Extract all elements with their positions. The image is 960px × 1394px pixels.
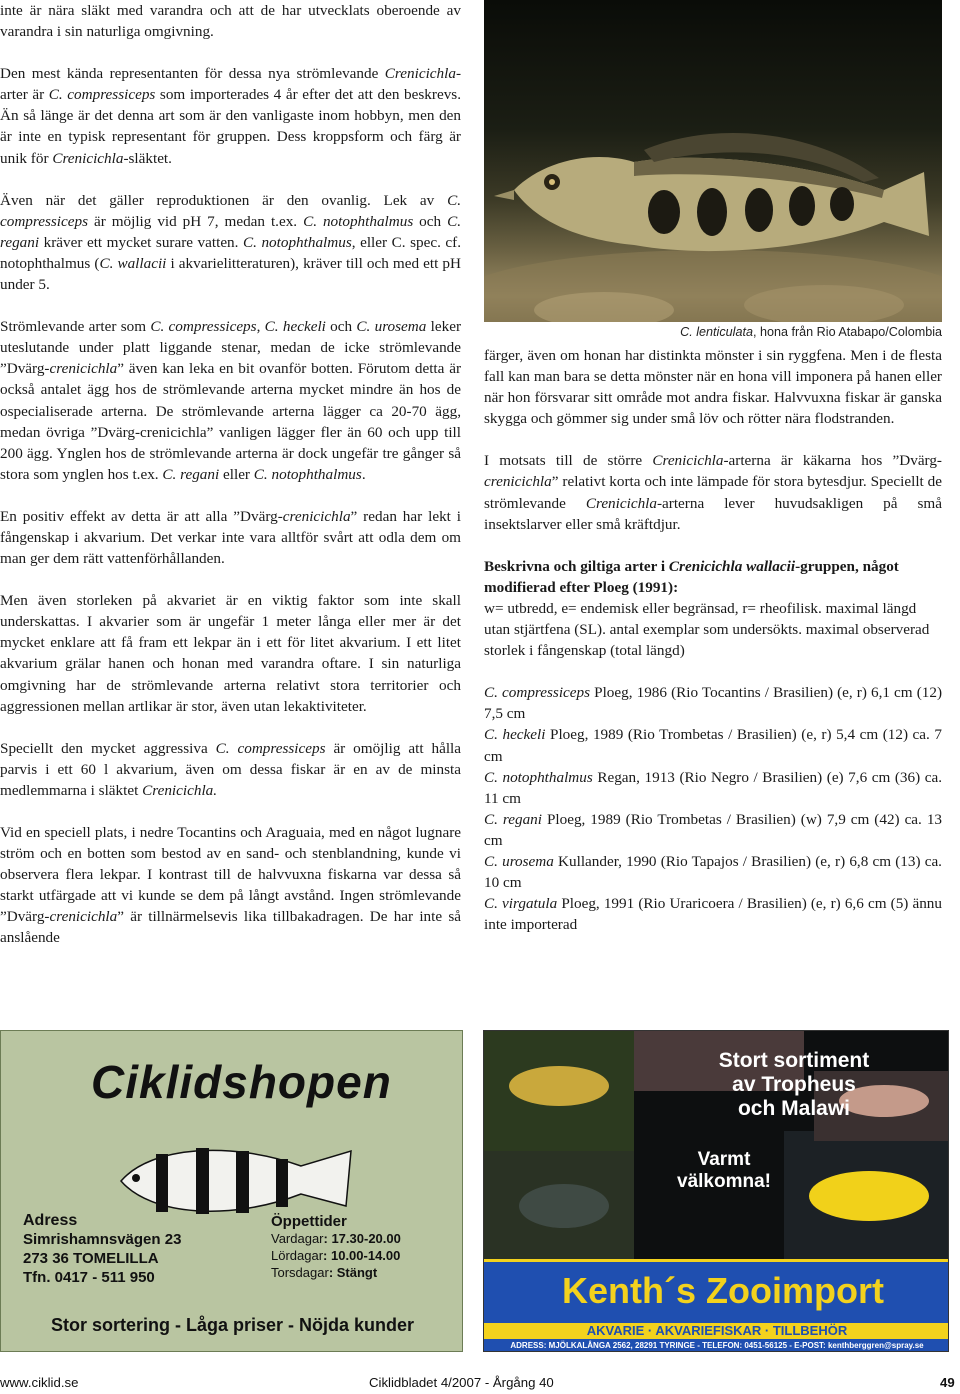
- left-article-column: [0, 0, 461, 970]
- species-entry: C. virgatula Ploeg, 1991 (Rio Uraricoera / Brasilien) (e, r) 6,6 cm (5) ännu inte importerad: [484, 895, 942, 934]
- ad-tagline: AKVARIE · AKVARIEFISKAR · TILLBEHÖR: [484, 1323, 949, 1339]
- ad-welcome: [664, 1149, 784, 1193]
- address-line: Simrishamnsvägen 23: [23, 1231, 182, 1248]
- species-table-intro: Beskrivna och giltiga arter i Crenicichla wallacii-gruppen, något modifierad efter Ploeg (1991): w= utbredd, e= endemisk eller begränsad, r= rheofilisk. maximal längd utan stjärtfena (SL). antal exemplar som undersökts. maximal observerad storlek i fångenskap (total längd): [484, 557, 930, 660]
- ad-brand-name: Kenth´s Zooimport: [562, 1270, 884, 1311]
- ciklidshopen-ad[interactable]: [0, 1030, 463, 1352]
- ad-headline: [639, 1049, 949, 1121]
- opening-hours-block: [271, 1213, 401, 1281]
- paragraph: Strömlevande arter som C. compressiceps, C. heckeli och C. urosema leker uteslutande under platt liggande stenar, medan de icke strömlevande ”Dvärg-crenicichla” även kan leka en bit ovanför botten. Förutom detta är också antalet ägg hos de strömlevande arterna mycket mindre än hos de ospecialiserade arterna. De strömlevande arterna lägger ca 20-70 ägg, medan övriga ”Dvärg-crenicichla” vanligen lägger fler än 60 och upp till 200 ägg. Ynglen hos de strömlevande arterna är dock ungefär tre gånger så stora som ynglen hos t.ex. C. regani eller C. notophthalmus.: [0, 318, 461, 483]
- fish-photo: [484, 0, 942, 322]
- address-block: [23, 1211, 181, 1287]
- headline-line: och Malawi: [737, 1097, 851, 1120]
- species-entry: C. regani Ploeg, 1989 (Rio Trombetas / Brasilien) (w) 7,9 cm (42) ca. 13 cm: [484, 810, 943, 849]
- species-entry: C. compressiceps Ploeg, 1986 (Rio Tocantins / Brasilien) (e, r) 6,1 cm (12) 7,5 cm: [484, 684, 943, 723]
- paragraph: Den mest kända representanten för dessa nya strömlevande Crenicichla-arter är C. compressiceps som importerades 4 år efter det att den beskrevs. Än så länge är det denna art som är den vanligaste inom hobbyn, men den är inte en typisk representant för gruppen. Dess kroppsform och färg är unik för Crenicichla-släktet.: [0, 65, 461, 167]
- ad-contact: ADRESS: MJÖLKALÅNGA 2562, 28291 TYRINGE - TELEFON: 0451-56125 - E-POST: kenthberggren@spray.se: [484, 1339, 949, 1352]
- paragraph: inte är nära släkt med varandra och att de har utvecklats oberoende av varandra i sin naturliga omgivning.: [0, 2, 461, 41]
- hours-row: Vardagar: 17.30-20.00: [271, 1231, 401, 1246]
- page-footer: [0, 1370, 960, 1394]
- species-entry: C. heckeli Ploeg, 1989 (Rio Trombetas / Brasilien) (e, r) 5,4 cm (12) ca. 7 cm: [484, 726, 942, 765]
- welcome-line: välkomna!: [677, 1171, 771, 1192]
- footer-issue: Ciklidbladet 4/2007 - Årgång 40: [369, 1375, 554, 1390]
- hours-title: Öppettider: [271, 1213, 347, 1230]
- right-article-column: [484, 345, 942, 935]
- species-list: [484, 682, 942, 935]
- address-line: Tfn. 0417 - 511 950: [23, 1269, 155, 1286]
- paragraph: Men även storleken på akvariet är en viktig faktor som inte skall underskattas. I akvarier som är ungefär 1 meter långa eller mer är det mycket enklare att få fram ett lekpar än i ett för litet akvarium. I ett litet akvarium grälar hanen och honan med varandra oftare. I sin naturliga omgivning har de strömlevande arterna relativt stora territorier och aggressionen mellan artlikar är stor, även utan lekaktiviteter.: [0, 592, 461, 715]
- kenths-zooimport-ad[interactable]: [483, 1030, 949, 1352]
- paragraph: I motsats till de större Crenicichla-arterna är käkarna hos ”Dvärg-crenicichla” relativt korta och inte lämpade för stora bytesdjur. Speciellt de strömlevande Crenicichla-arterna lever huvudsakligen på små insektslarver eller små kräftdjur.: [484, 452, 942, 533]
- ad-brand-banner: [484, 1259, 949, 1323]
- paragraph: Även när det gäller reproduktionen är den ovanlig. Lek av C. compressiceps är möjlig vid pH 7, medan t.ex. C. notophthalmus och C. regani kräver ett mycket surare vatten. C. notophthalmus, eller C. spec. cf. notophthalmus (C. wallacii i akvarielitteraturen), kräver till och med ett pH under 5.: [0, 191, 461, 294]
- footer-website[interactable]: www.ciklid.se: [0, 1375, 79, 1390]
- paragraph: färger, även om honan har distinkta mönster i sin ryggfena. Men i de flesta fall kan man bara se detta mönster när en hona vill imponera på hanen eller när hon försvarar sitt område mot andra fiskar. Halvvuxna fiskar är ganska skygga och gömmer sig under små löv och rötter nära flodstranden.: [484, 347, 942, 428]
- paragraph: Speciellt den mycket aggressiva C. compressiceps är omöjlig att hålla parvis i ett 60 l akvarium, även om dessa fiskar är en av de minsta medlemmarna i släktet Crenicichla.: [0, 739, 461, 799]
- hours-row: Lördagar: 10.00-14.00: [271, 1248, 401, 1263]
- welcome-line: Varmt: [697, 1149, 751, 1170]
- species-entry: C. notophthalmus Regan, 1913 (Rio Negro / Brasilien) (e) 7,6 cm (36) ca. 11 cm: [484, 768, 942, 807]
- address-line: 273 36 TOMELILLA: [23, 1250, 159, 1267]
- page-number: 49: [940, 1375, 955, 1390]
- crenicichla-fish-icon: [484, 0, 942, 322]
- paragraph: Vid en speciell plats, i nedre Tocantins och Araguaia, med en något lugnare ström och en botten som bestod av en sand- och stenblandning, kunde vi observera flera lekpar. I kontrast till de halvvuxna fiskarna var dessa så starkt utfärgade att vi kunde se dem på långt avstånd. Ingen strömlevande ”Dvärg-crenicichla” är tillnärmelsevis lika tillbakadragen. De har inte så anslående: [0, 824, 461, 947]
- headline-line: av Tropheus: [732, 1073, 856, 1096]
- headline-line: Stort sortiment: [718, 1049, 870, 1072]
- ad-slogan: Stor sortering - Låga priser - Nöjda kunder: [50, 1315, 415, 1335]
- ad-brand-title: Ciklidshopen: [91, 1056, 392, 1108]
- address-title: Adress: [23, 1212, 78, 1229]
- paragraph: En positiv effekt av detta är att alla ”Dvärg-crenicichla” redan har lekt i fångenskap i akvarium. Det verkar inte vara alltför svårt att odla dem om man ger dem rätt vattenförhållanden.: [0, 507, 461, 568]
- photo-caption: C. lenticulata, hona från Rio Atabapo/Colombia: [680, 325, 942, 339]
- hours-row: Torsdagar: Stängt: [271, 1265, 378, 1280]
- species-entry: C. urosema Kullander, 1990 (Rio Tapajos / Brasilien) (e, r) 6,8 cm (13) ca. 10 cm: [484, 852, 942, 892]
